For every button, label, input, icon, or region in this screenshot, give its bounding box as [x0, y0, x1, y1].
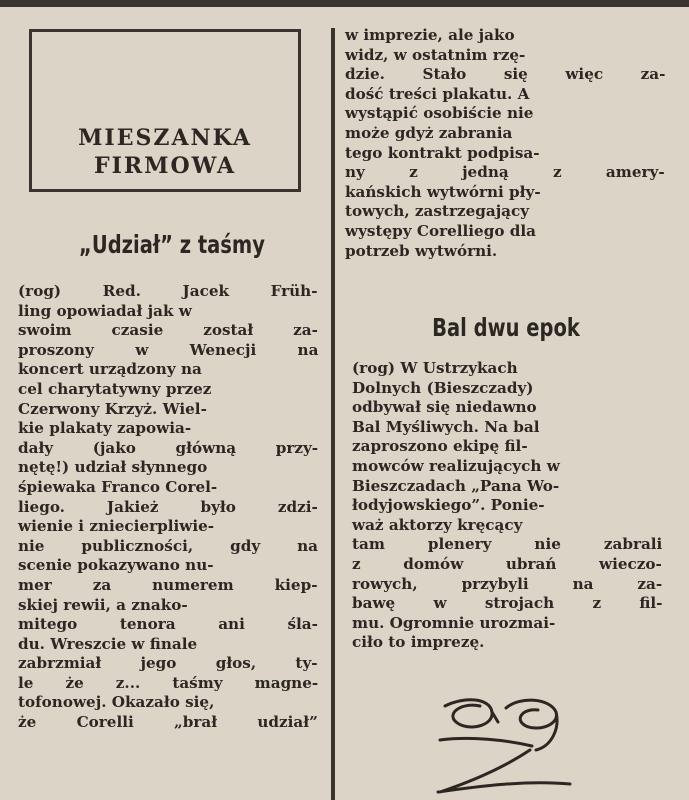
article2-text-line: (rog) W Ustrzykach — [352, 359, 518, 377]
article1-text-line: nętę!) udział słynnego — [18, 458, 208, 477]
article1-continuation-line: dzie. Stało się więc za- — [345, 65, 666, 84]
article2-text-line: ciło to imprezę. — [352, 633, 485, 652]
article1-continuation-line: ny z jedną z amery- — [345, 163, 665, 182]
article1-headline: „Udział” z taśmy — [79, 230, 265, 259]
signature-squiggle-drawing — [410, 688, 580, 800]
article2-text-line: odbywał się niedawno — [352, 398, 537, 417]
article2-text-line: bawę w strojach z fil- — [352, 594, 663, 613]
article1-continuation-line: wystąpić osobiście nie — [345, 104, 534, 123]
article1-body — [18, 282, 318, 733]
article1-continuation-line: w imprezie, ale jako — [345, 26, 515, 44]
article1-continuation — [345, 26, 665, 261]
article1-text-line: skiej rewii, a znako- — [18, 595, 188, 614]
article2-text-line: tam plenery nie zabrali — [352, 535, 663, 554]
article1-text-line: zabrzmiał jego głos, ty- — [18, 654, 318, 673]
section-title-line1: MIESZANKA — [78, 125, 252, 151]
top-rule — [0, 0, 689, 7]
article1-continuation-line: towych, zastrzegający — [345, 202, 530, 221]
article1-text-line: Czerwony Krzyż. Wiel- — [18, 399, 207, 418]
article2-text-line: Bal Myśliwych. Na bal — [352, 417, 540, 436]
article2-text-line: zaproszono ekipę fil- — [352, 437, 528, 456]
article1-continuation-line: kańskich wytwórni pły- — [345, 182, 541, 201]
article2-text-line: waż aktorzy kręcący — [352, 515, 523, 534]
article2-text-line: Bieszczadach „Pana Wo- — [352, 476, 560, 495]
article2-text-line: mu. Ogromnie urozmai- — [352, 613, 556, 632]
article1-text-line: śpiewaka Franco Corel- — [18, 477, 218, 496]
article1-continuation-line: występy Corelliego dla — [345, 221, 536, 240]
article1-continuation-line: widz, w ostatnim rzę- — [345, 45, 526, 64]
article1-continuation-line: dość treści plakatu. A — [345, 84, 530, 103]
article1-continuation-line: tego kontrakt podpisa- — [345, 143, 540, 162]
article1-text-line: scenie pokazywano nu- — [18, 556, 214, 575]
column-divider — [331, 28, 335, 800]
article1-text-line: swoim czasie został za- — [18, 321, 318, 340]
article1-text-line: że Corelli „brał udział” — [18, 713, 318, 732]
article1-text-line: proszony w Wenecji na — [18, 340, 319, 359]
article1-text-line: mitego tenora ani śla- — [18, 615, 318, 634]
section-header-box — [29, 29, 301, 192]
article1-text-line: cel charytatywny przez — [18, 379, 212, 398]
article1-text-line: dały (jako główną przy- — [18, 438, 319, 457]
article1-text-line: du. Wreszcie w finale — [18, 634, 198, 653]
article1-text-line: mer za numerem kiep- — [18, 575, 318, 594]
article1-text-line: nie publiczności, gdy na — [18, 536, 319, 555]
section-title — [32, 124, 298, 180]
article1-text-line: kie plakaty zapowia- — [18, 419, 192, 438]
article1-text-line: (rog) Red. Jacek Früh- — [18, 282, 318, 300]
article2-headline: Bal dwu epok — [432, 313, 580, 342]
article1-text-line: koncert urządzony na — [18, 360, 202, 379]
article2-text-line: mowców realizujących w — [352, 456, 560, 475]
article1-text-line: ling opowiadał jak w — [18, 301, 192, 320]
article1-text-line: tofonowej. Okazało się, — [18, 693, 215, 712]
article1-continuation-line: może gdyż zabrania — [345, 123, 513, 142]
article2-text-line: rowych, przybyli na za- — [352, 574, 663, 593]
article2-text-line: łodyjowskiego”. Ponie- — [352, 496, 545, 515]
article2-text-line: Dolnych (Bieszczady) — [352, 378, 534, 397]
article1-continuation-line: potrzeb wytwórni. — [345, 241, 498, 260]
article2-text-line: z domów ubrań wieczo- — [352, 554, 662, 573]
article1-text-line: le że z... taśmy magne- — [18, 673, 319, 692]
article1-text-line: liego. Jakież było zdzi- — [18, 497, 318, 516]
section-title-line2: FIRMOWA — [93, 153, 237, 179]
article1-text-line: wienie i zniecierpliwie- — [18, 517, 215, 536]
article2-body — [352, 359, 662, 653]
